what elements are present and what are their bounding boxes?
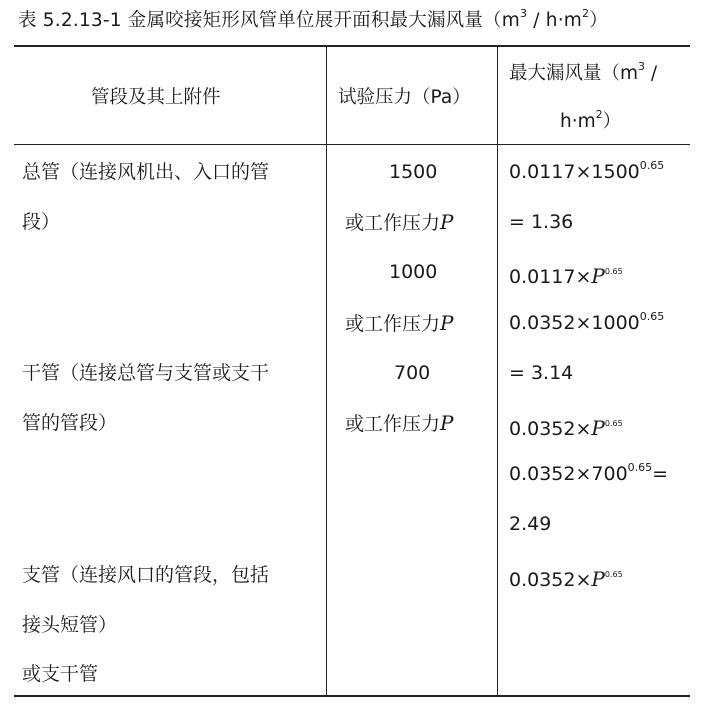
pressure-value-trunk: 1000 bbox=[389, 261, 438, 283]
pressure-value-main: 1500 bbox=[389, 161, 438, 183]
leakage-formula: $0.0352\times 700^{0.65}=$ bbox=[509, 461, 669, 485]
header-max-leakage-unit: $h\cdot m^2$） bbox=[560, 108, 622, 132]
branch-pipe-label-alt: 或支干管 bbox=[22, 663, 99, 685]
column-divider bbox=[326, 45, 327, 697]
trunk-pipe-label: 干管（连接总管与支管或支干 bbox=[22, 362, 270, 384]
header-pipe-section: 管段及其上附件 bbox=[91, 87, 221, 108]
leakage-result: = 3.14 bbox=[509, 362, 574, 384]
main-pipe-label-cont: 段） bbox=[22, 211, 61, 233]
leakage-result: = 1.36 bbox=[509, 211, 574, 233]
leakage-result: 2.49 bbox=[509, 513, 552, 535]
pressure-or-working: 或工作压力P bbox=[345, 311, 454, 335]
pressure-or-working: 或工作压力P bbox=[345, 210, 454, 234]
branch-pipe-label: 支管（连接风口的管段，包括 bbox=[22, 564, 270, 586]
main-pipe-label: 总管（连接风机出、入口的管 bbox=[22, 161, 270, 183]
header-test-pressure: 试验压力（Pa） bbox=[338, 87, 471, 108]
trunk-pipe-label-cont: 管的管段） bbox=[22, 412, 118, 434]
branch-pipe-label-cont: 接头短管） bbox=[22, 614, 118, 636]
table-caption: 表 5.2.13-1 金属咬接矩形风管单位展开面积最大漏风量$(m^3 / h\cdot m^2)$ bbox=[18, 7, 608, 31]
pressure-value-branch: 700 bbox=[394, 362, 431, 384]
leakage-formula: $0.0352\times 1000^{0.65}$ bbox=[509, 310, 665, 334]
header-rule bbox=[14, 144, 690, 145]
leakage-formula: $0.0117\times 1500^{0.65}$ bbox=[509, 159, 665, 183]
leakage-formula: $0.0352\times P^{0.65}$ bbox=[509, 567, 623, 591]
leakage-formula: $0.0117\times P^{0.65}$ bbox=[509, 264, 623, 288]
column-divider bbox=[497, 45, 498, 697]
leakage-formula: $0.0352\times P^{0.65}$ bbox=[509, 416, 623, 440]
pressure-or-working: 或工作压力P bbox=[345, 411, 454, 435]
header-max-leakage: 最大漏风量（$m^3$ / bbox=[509, 60, 658, 84]
